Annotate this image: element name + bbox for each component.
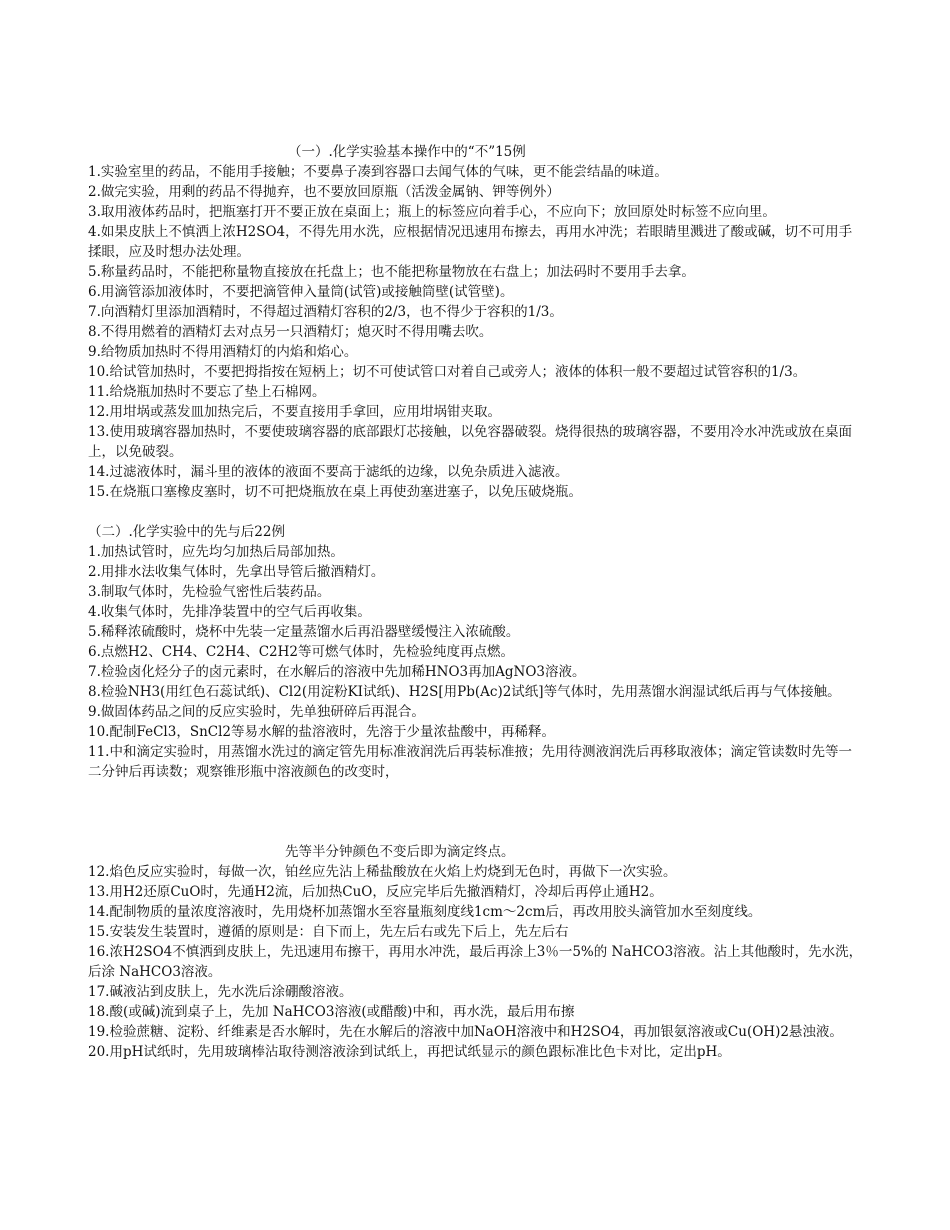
list-item: 16.浓H2SO4不慎洒到皮肤上，先迅速用布擦干，再用水冲洗，最后再涂上3％一5%的 NaHCO3溶液。沾上其他酸时，先水洗，后涂 NaHCO3溶液。 <box>88 944 863 980</box>
section2-list-continued <box>88 862 863 1062</box>
list-item: 6.用滴管添加液体时，不要把滴管伸入量筒(试管)或接触筒壁(试管壁)。 <box>88 284 514 300</box>
list-item: 7.检验卤化烃分子的卤元素时，在水解后的溶液中先加稀HNO3再加AgNO3溶液。 <box>88 664 586 680</box>
list-item: 13.使用玻璃容器加热时，不要使玻璃容器的底部跟灯芯接触，以免容器破裂。烧得很热的玻璃容器，不要用冷水冲洗或放在桌面上，以免破裂。 <box>88 424 852 460</box>
list-item: 18.酸(或碱)流到桌子上，先加 NaHCO3溶液(或醋酸)中和，再水洗，最后用布擦 <box>88 1004 575 1020</box>
list-item: 12.用坩埚或蒸发皿加热完后，不要直接用手拿回，应用坩埚钳夹取。 <box>88 404 501 420</box>
list-item: 1.实验室里的药品，不能用手接触；不要鼻子凑到容器口去闻气体的气味，更不能尝结晶的味道。 <box>88 164 668 180</box>
section1-list <box>88 162 863 502</box>
list-item: 8.检验NH3(用红色石蕊试纸)、Cl2(用淀粉KI试纸)、H2S[用Pb(Ac)2试纸]等气体时，先用蒸馏水润湿试纸后再与气体接触。 <box>88 684 841 700</box>
page-break-spacer <box>88 782 863 842</box>
list-item: 12.焰色反应实验时，每做一次，铂丝应先沾上稀盐酸放在火焰上灼烧到无色时，再做下一次实验。 <box>88 864 677 880</box>
list-item: 8.不得用燃着的酒精灯去对点另一只酒精灯；熄灭时不得用嘴去吹。 <box>88 324 493 340</box>
list-item: 9.做固体药品之间的反应实验时，先单独研碎后再混合。 <box>88 704 425 720</box>
list-item: 11.给烧瓶加热时不要忘了垫上石棉网。 <box>88 384 326 400</box>
section2-list <box>88 542 863 782</box>
list-item: 20.用pH试纸时，先用玻璃棒沾取待测溶液涂到试纸上，再把试纸显示的颜色跟标准比色卡对比，定出pH。 <box>88 1044 731 1060</box>
list-item: 19.检验蔗糖、淀粉、纤维素是否水解时，先在水解后的溶液中加NaOH溶液中和H2SO4，再加银氨溶液或Cu(OH)2悬浊液。 <box>88 1024 843 1040</box>
section-spacer <box>88 502 863 522</box>
section1-title: （一）.化学实验基本操作中的“不”15例 <box>288 144 526 160</box>
list-item: 3.制取气体时，先检验气密性后装药品。 <box>88 584 331 600</box>
section2-title: （二）.化学实验中的先与后22例 <box>88 524 285 540</box>
list-item: 1.加热试管时，应先均匀加热后局部加热。 <box>88 544 344 560</box>
list-item: 13.用H2还原CuO时，先通H2流，后加热CuO，反应完毕后先撤酒精灯，冷却后再停止通H2。 <box>88 884 663 900</box>
list-item: 14.过滤液体时，漏斗里的液体的液面不要高于滤纸的边缘，以免杂质进入滤液。 <box>88 464 569 480</box>
list-item: 15.安装发生装置时，遵循的原则是：自下而上，先左后右或先下后上，先左后右 <box>88 924 569 940</box>
list-item: 3.取用液体药品时，把瓶塞打开不要正放在桌面上；瓶上的标签应向着手心，不应向下；放回原处时标签不应向里。 <box>88 204 776 220</box>
list-item: 7.向酒精灯里添加酒精时，不得超过酒精灯容积的2/3，也不得少于容积的1/3。 <box>88 304 563 320</box>
list-item: 6.点燃H2、CH4、C2H4、C2H2等可燃气体时，先检验纯度再点燃。 <box>88 644 514 660</box>
list-item: 2.做完实验，用剩的药品不得抛弃，也不要放回原瓶（活泼金属钠、钾等例外） <box>88 184 560 200</box>
list-item: 10.配制FeCl3，SnCl2等易水解的盐溶液时，先溶于少量浓盐酸中，再稀释。 <box>88 724 556 740</box>
list-item: 9.给物质加热时不得用酒精灯的内焰和焰心。 <box>88 344 358 360</box>
list-item: 17.碱液沾到皮肤上，先水洗后涂硼酸溶液。 <box>88 984 353 1000</box>
list-item: 5.稀释浓硫酸时，烧杯中先装一定量蒸馏水后再沿器壁缓慢注入浓硫酸。 <box>88 624 520 640</box>
list-item: 4.如果皮肤上不慎洒上浓H2SO4，不得先用水洗，应根据情况迅速用布擦去，再用水冲洗；若眼睛里溅进了酸或碱，切不可用手揉眼，应及时想办法处理。 <box>88 224 853 260</box>
list-item: 5.称量药品时，不能把称量物直接放在托盘上；也不能把称量物放在右盘上；加法码时不要用手去拿。 <box>88 264 695 280</box>
continuation-text: 先等半分钟颜色不变后即为滴定终点。 <box>285 844 515 860</box>
list-item: 14.配制物质的量浓度溶液时，先用烧杯加蒸馏水至容量瓶刻度线1cm～2cm后，再改用胶头滴管加水至刻度线。 <box>88 904 762 920</box>
list-item: 15.在烧瓶口塞橡皮塞时，切不可把烧瓶放在桌上再使劲塞进塞子，以免压破烧瓶。 <box>88 484 582 500</box>
list-item: 4.收集气体时，先排净装置中的空气后再收集。 <box>88 604 371 620</box>
list-item: 10.给试管加热时，不要把拇指按在短柄上；切不可使试管口对着自己或旁人；液体的体积一般不要超过试管容积的1/3。 <box>88 364 807 380</box>
list-item: 2.用排水法收集气体时，先拿出导管后撤酒精灯。 <box>88 564 385 580</box>
list-item: 11.中和滴定实验时，用蒸馏水洗过的滴定管先用标准液润洗后再装标准掖；先用待测液润洗后再移取液体；滴定管读数时先等一二分钟后再读数；观察锥形瓶中溶液颜色的改变时， <box>88 744 852 780</box>
document-body <box>88 142 863 1062</box>
